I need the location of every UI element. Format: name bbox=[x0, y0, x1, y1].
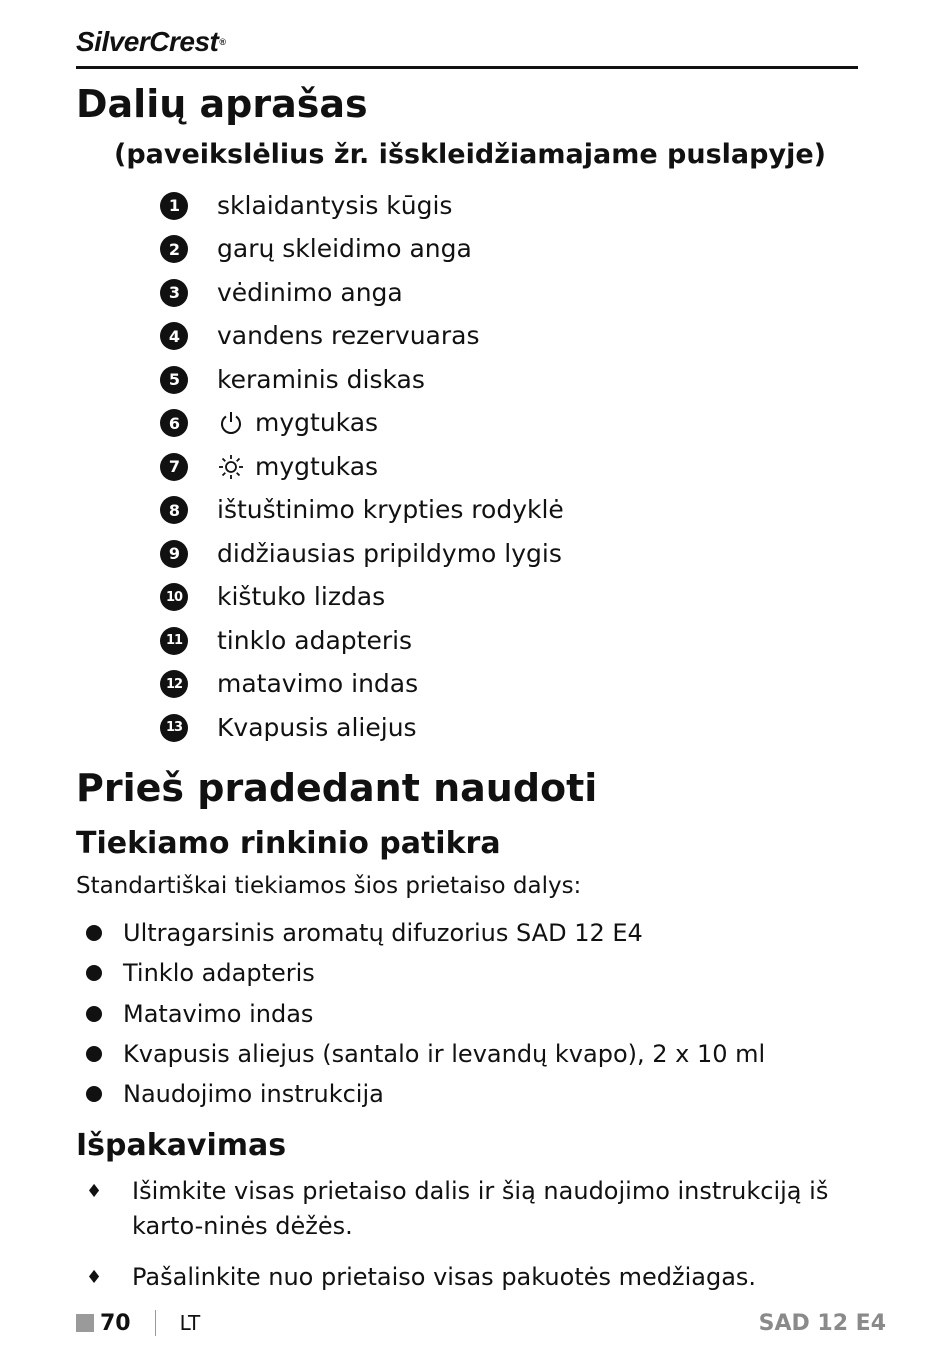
delivery-intro: Standartiškai tiekiamos šios prietaiso dalys: bbox=[76, 873, 582, 899]
section-subtitle: (paveikslėlius žr. išskleidžiamajame puslapyje) bbox=[114, 139, 826, 170]
part-number-badge: 12 bbox=[160, 670, 188, 698]
delivery-item bbox=[86, 1074, 765, 1114]
part-label: tinklo adapteris bbox=[217, 625, 413, 655]
delivery-item bbox=[86, 1034, 765, 1074]
parts-list bbox=[160, 184, 564, 750]
heading-unpacking: Išpakavimas bbox=[76, 1128, 287, 1163]
part-label: matavimo indas bbox=[217, 669, 419, 699]
part-number-badge: 3 bbox=[160, 279, 188, 307]
part-label: ištuštinimo krypties rodyklė bbox=[217, 495, 564, 525]
delivery-item-label: Naudojimo instrukcija bbox=[123, 1080, 384, 1109]
part-number-badge: 11 bbox=[160, 627, 188, 655]
page-footer bbox=[76, 1306, 886, 1340]
part-item bbox=[160, 445, 564, 489]
bullet-icon bbox=[86, 965, 102, 981]
bullet-icon bbox=[86, 925, 102, 941]
part-item bbox=[160, 402, 564, 446]
part-item bbox=[160, 228, 564, 272]
part-label: vandens rezervuaras bbox=[217, 321, 480, 351]
part-item bbox=[160, 315, 564, 359]
bullet-icon bbox=[86, 1046, 102, 1062]
delivery-item bbox=[86, 994, 765, 1034]
part-item bbox=[160, 576, 564, 620]
footer-divider bbox=[155, 1310, 156, 1336]
header-rule bbox=[76, 66, 858, 69]
part-number-badge: 6 bbox=[160, 409, 188, 437]
part-item bbox=[160, 706, 564, 750]
section-title-before-use: Prieš pradedant naudoti bbox=[76, 766, 598, 810]
part-label: vėdinimo anga bbox=[217, 277, 403, 307]
language-code: LT bbox=[179, 1311, 201, 1335]
unpacking-step-text: Pašalinkite nuo prietaiso visas pakuotės medžiagas. bbox=[132, 1263, 757, 1291]
part-item bbox=[160, 184, 564, 228]
part-number-badge: 8 bbox=[160, 496, 188, 524]
unpacking-steps-list bbox=[86, 1174, 866, 1311]
footer-square-icon bbox=[76, 1314, 94, 1332]
delivery-item-label: Matavimo indas bbox=[123, 999, 314, 1028]
model-number: SAD 12 E4 bbox=[758, 1310, 886, 1336]
power-icon bbox=[217, 409, 245, 437]
part-number-badge: 4 bbox=[160, 322, 188, 350]
unpacking-step bbox=[86, 1174, 866, 1244]
delivery-item bbox=[86, 953, 765, 993]
delivery-item bbox=[86, 913, 765, 953]
part-label: kištuko lizdas bbox=[217, 582, 386, 612]
part-number-badge: 9 bbox=[160, 540, 188, 568]
delivery-item-label: Ultragarsinis aromatų difuzorius SAD 12 E4 bbox=[123, 919, 643, 948]
part-item bbox=[160, 489, 564, 533]
part-label: Kvapusis aliejus bbox=[217, 712, 417, 742]
part-label: sklaidantysis kūgis bbox=[217, 190, 453, 220]
part-label: mygtukas bbox=[255, 451, 379, 481]
diamond-bullet-icon: ♦ bbox=[86, 1181, 103, 1202]
part-item bbox=[160, 619, 564, 663]
heading-delivery-check: Tiekiamo rinkinio patikra bbox=[76, 826, 501, 861]
page-number: 70 bbox=[100, 1310, 131, 1336]
part-number-badge: 1 bbox=[160, 192, 188, 220]
unpacking-step bbox=[86, 1260, 866, 1295]
part-item bbox=[160, 271, 564, 315]
part-item bbox=[160, 358, 564, 402]
bullet-icon bbox=[86, 1006, 102, 1022]
delivery-item-label: Kvapusis aliejus (santalo ir levandų kvapo), 2 x 10 ml bbox=[123, 1040, 766, 1069]
unpacking-step-text: Išimkite visas prietaiso dalis ir šią naudojimo instrukciją iš karto-ninės dėžės. bbox=[132, 1177, 829, 1240]
part-number-badge: 7 bbox=[160, 453, 188, 481]
part-number-badge: 5 bbox=[160, 366, 188, 394]
diamond-bullet-icon: ♦ bbox=[86, 1267, 103, 1288]
part-label: didžiausias pripildymo lygis bbox=[217, 538, 562, 568]
part-item bbox=[160, 663, 564, 707]
delivery-item-label: Tinklo adapteris bbox=[123, 959, 315, 988]
part-label: keraminis diskas bbox=[217, 364, 425, 394]
part-number-badge: 10 bbox=[160, 583, 188, 611]
part-label: garų skleidimo anga bbox=[217, 234, 472, 264]
part-number-badge: 13 bbox=[160, 714, 188, 742]
delivery-items-list bbox=[86, 913, 765, 1114]
bullet-icon bbox=[86, 1086, 102, 1102]
part-label: mygtukas bbox=[255, 408, 379, 438]
part-item bbox=[160, 532, 564, 576]
brand-logo: SilverCrest® bbox=[76, 26, 226, 57]
light-icon bbox=[217, 453, 245, 481]
part-number-badge: 2 bbox=[160, 235, 188, 263]
section-title-parts: Dalių aprašas bbox=[76, 82, 368, 126]
